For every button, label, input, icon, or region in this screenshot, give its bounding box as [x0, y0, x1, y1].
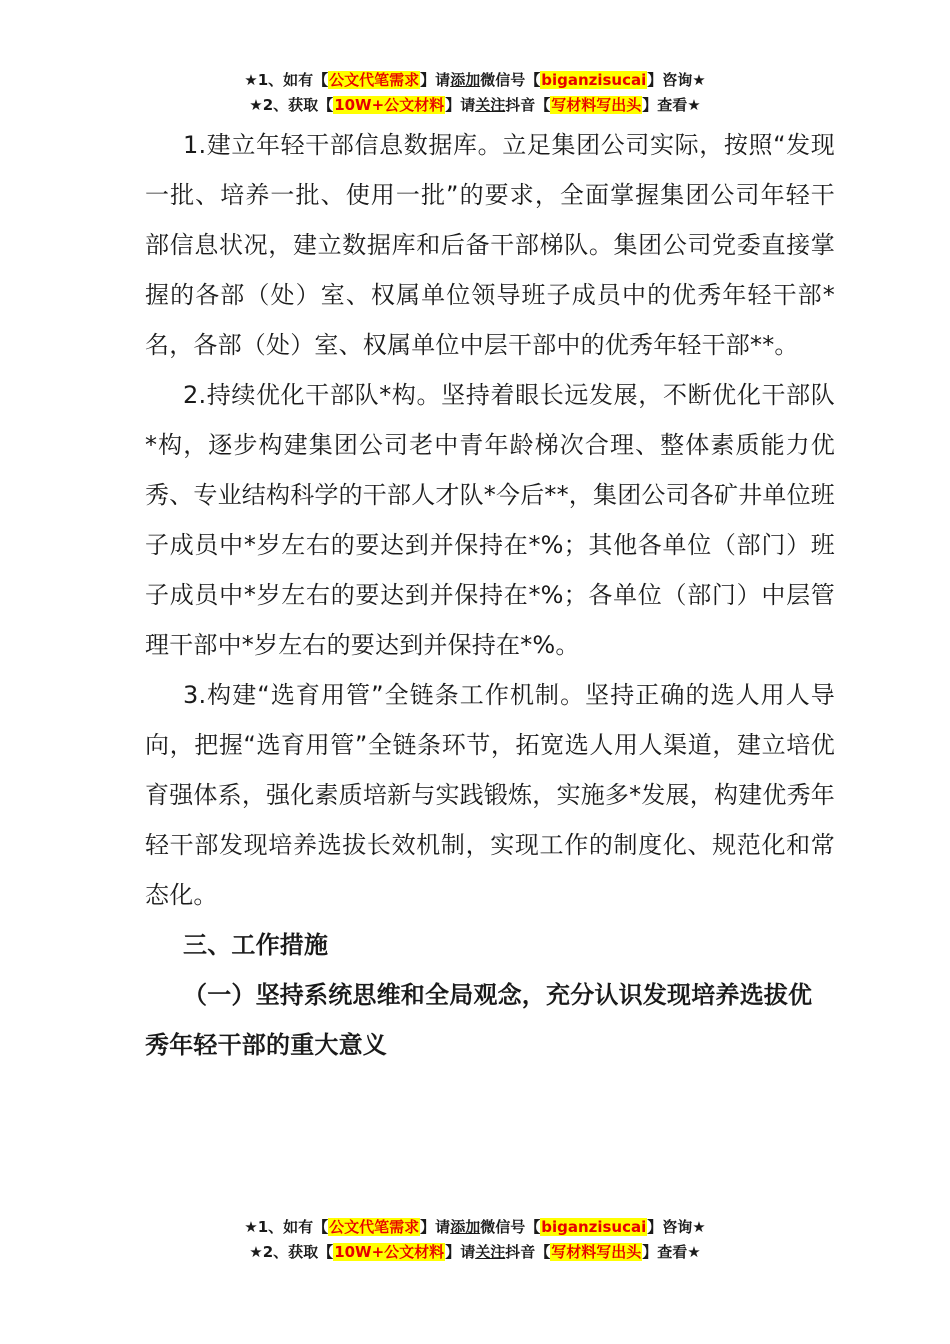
header-banner [0, 68, 950, 118]
highlight-douyin-account: 写材料写出头 [551, 1243, 642, 1261]
footer-banner [0, 1215, 950, 1265]
highlight-service: 公文代笔需求 [329, 1218, 420, 1236]
highlight-materials: 10W+公文材料 [334, 1243, 445, 1261]
document-body [145, 120, 835, 1070]
banner-line-2: ★2、获取【10W+公文材料】请关注抖音【写材料写出头】查看★ [249, 96, 701, 114]
section-heading: 三、工作措施 [183, 931, 329, 959]
paragraph-1: 1.建立年轻干部信息数据库。立足集团公司实际，按照“发现一批、培养一批、使用一批”的要求，全面掌握集团公司年轻干部信息状况，建立数据库和后备干部梯队。集团公司党委直接掌握的各部（处）室、权属单位领导班子成员中的优秀年轻干部*名，各部（处）室、权属单位中层干部中的优秀年轻干部**。 [145, 131, 835, 359]
paragraph-2: 2.持续优化干部队*构。坚持着眼长远发展，不断优化干部队*构，逐步构建集团公司老中青年龄梯次合理、整体素质能力优秀、专业结构科学的干部人才队*今后**，集团公司各矿井单位班子成员中*岁左右的要达到并保持在*%；其他各单位（部门）班子成员中*岁左右的要达到并保持在*%；各单位（部门）中层管理干部中*岁左右的要达到并保持在*%。 [145, 381, 835, 659]
paragraph-3: 3.构建“选育用管”全链条工作机制。坚持正确的选人用人导向，把握“选育用管”全链条环节，拓宽选人用人渠道，建立培优育强体系，强化素质培新与实践锻炼，实施多*发展，构建优秀年轻干部发现培养选拔长效机制，实现工作的制度化、规范化和常态化。 [145, 681, 835, 909]
highlight-wechat-id: biganzisucai [541, 71, 647, 89]
highlight-douyin-account: 写材料写出头 [551, 96, 642, 114]
highlight-service: 公文代笔需求 [329, 71, 420, 89]
banner-line-1: ★1、如有【公文代笔需求】请添加微信号【biganzisucai】咨询★ [244, 71, 706, 89]
highlight-materials: 10W+公文材料 [334, 96, 445, 114]
highlight-wechat-id: biganzisucai [541, 1218, 647, 1236]
banner-line-1: ★1、如有【公文代笔需求】请添加微信号【biganzisucai】咨询★ [244, 1218, 706, 1236]
subsection-heading: （一）坚持系统思维和全局观念，充分认识发现培养选拔优秀年轻干部的重大意义 [145, 981, 813, 1059]
banner-line-2: ★2、获取【10W+公文材料】请关注抖音【写材料写出头】查看★ [249, 1243, 701, 1261]
